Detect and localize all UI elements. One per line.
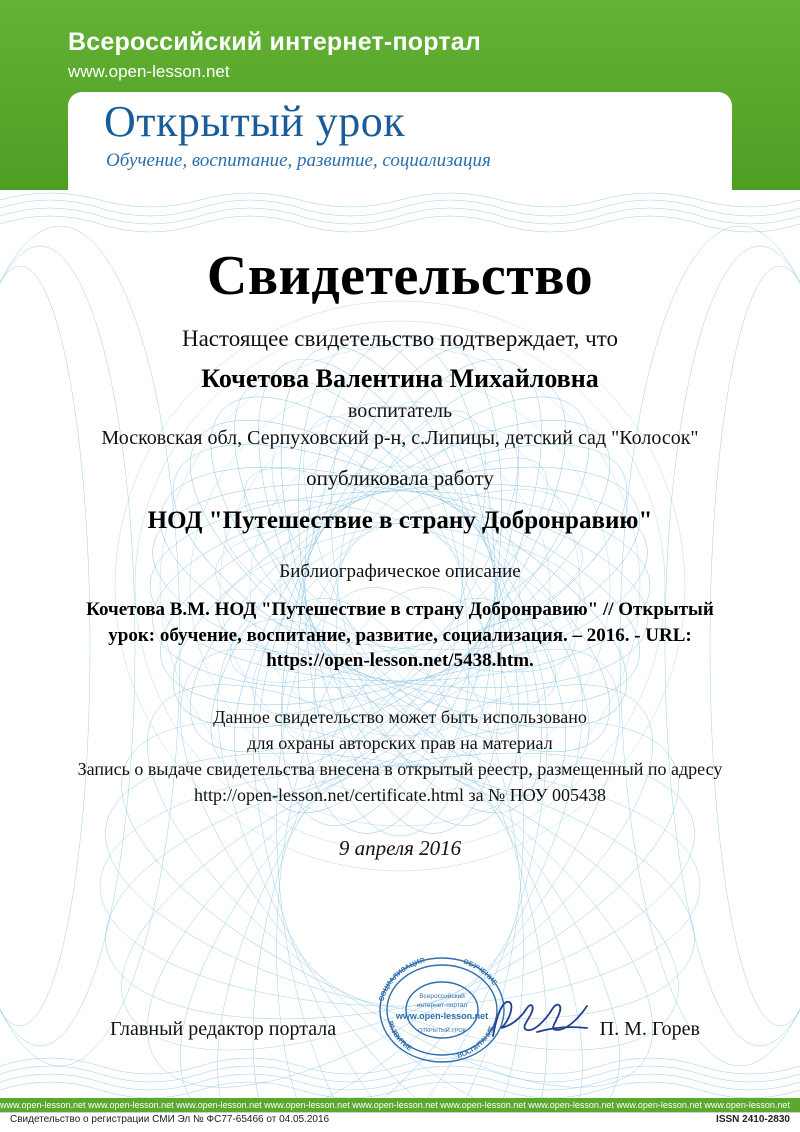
stamp-center-line-2: интернет-портал	[416, 1002, 468, 1009]
recipient-organization: Московская обл, Серпуховский р-н, с.Липицы, детский сад "Колосок"	[101, 427, 699, 449]
stamp-ring-top-right: ОБУЧЕНИЕ	[462, 958, 498, 987]
portal-url: www.open-lesson.net	[68, 62, 230, 81]
bibliography-text: Кочетова В.М. НОД "Путешествие в страну Добронравию" // Открытый урок: обучение, воспитание, развитие, социализация. – 2016. - URL: https://open-lesson.net/5438.htm.	[86, 599, 714, 672]
editor-role: Главный редактор портала	[110, 1018, 337, 1040]
certificate-title: Свидетельство	[206, 245, 594, 307]
header-band	[0, 0, 800, 190]
editor-name: П. М. Горев	[599, 1018, 700, 1040]
stamp-center-line-4: ОТКРЫТЫЙ УРОК	[418, 1028, 466, 1034]
notice-line-4: http://open-lesson.net/certificate.html за № ПОУ 005438	[194, 785, 606, 806]
certificate-content	[0, 186, 800, 861]
notice-line-3: Запись о выдаче свидетельства внесена в открытый реестр, размещенный по адресу	[77, 759, 723, 780]
stamp-ring-bottom-left: ВОСПИТАНИЕ	[456, 1025, 497, 1060]
brand-panel	[68, 92, 732, 190]
published-line: опубликовала работу	[306, 466, 494, 490]
notice-block	[70, 704, 730, 808]
footer-issn: ISSN 2410-2830	[716, 1114, 790, 1125]
signature-row	[0, 1010, 800, 1050]
notice-line-2: для охраны авторских прав на материал	[247, 733, 553, 754]
svg-text:ОБУЧЕНИЕ	[462, 958, 498, 987]
bibliography-label: Библиографическое описание	[279, 561, 521, 582]
recipient-position: воспитатель	[347, 400, 453, 422]
issue-date: 9 апреля 2016	[338, 836, 462, 861]
stamp-ring-top-left: СОЦИАЛИЗАЦИЯ	[378, 957, 426, 1003]
footer-registration: Свидетельство о регистрации СМИ Эл № ФС77-65466 от 04.05.2016	[10, 1114, 330, 1125]
work-title: НОД "Путешествие в страну Добронравию"	[147, 507, 653, 534]
stamp-center-line-3: www.open-lesson.net	[395, 1011, 489, 1021]
brand-subtitle: Обучение, воспитание, развитие, социализация	[106, 150, 491, 171]
confirm-line: Настоящее свидетельство подтверждает, что	[181, 326, 618, 351]
recipient-name: Кочетова Валентина Михайловна	[201, 364, 599, 393]
stamp-center-line-1: Всероссийский	[419, 993, 465, 1000]
stamp-ring-bottom-right: РАЗВИТИЕ	[386, 1020, 413, 1053]
brand-title: Открытый урок	[104, 97, 406, 146]
footer-url-strip: www.open-lesson.net www.open-lesson.net www.open-lesson.net www.open-lesson.net www.open-lesson.net www.open-lesson.net www.open-lesson.net www.open-lesson.net www.open-lesson.net	[0, 1098, 800, 1112]
notice-line-1: Данное свидетельство может быть использовано	[213, 706, 587, 727]
portal-title: Всероссийский интернет-портал	[68, 28, 481, 56]
